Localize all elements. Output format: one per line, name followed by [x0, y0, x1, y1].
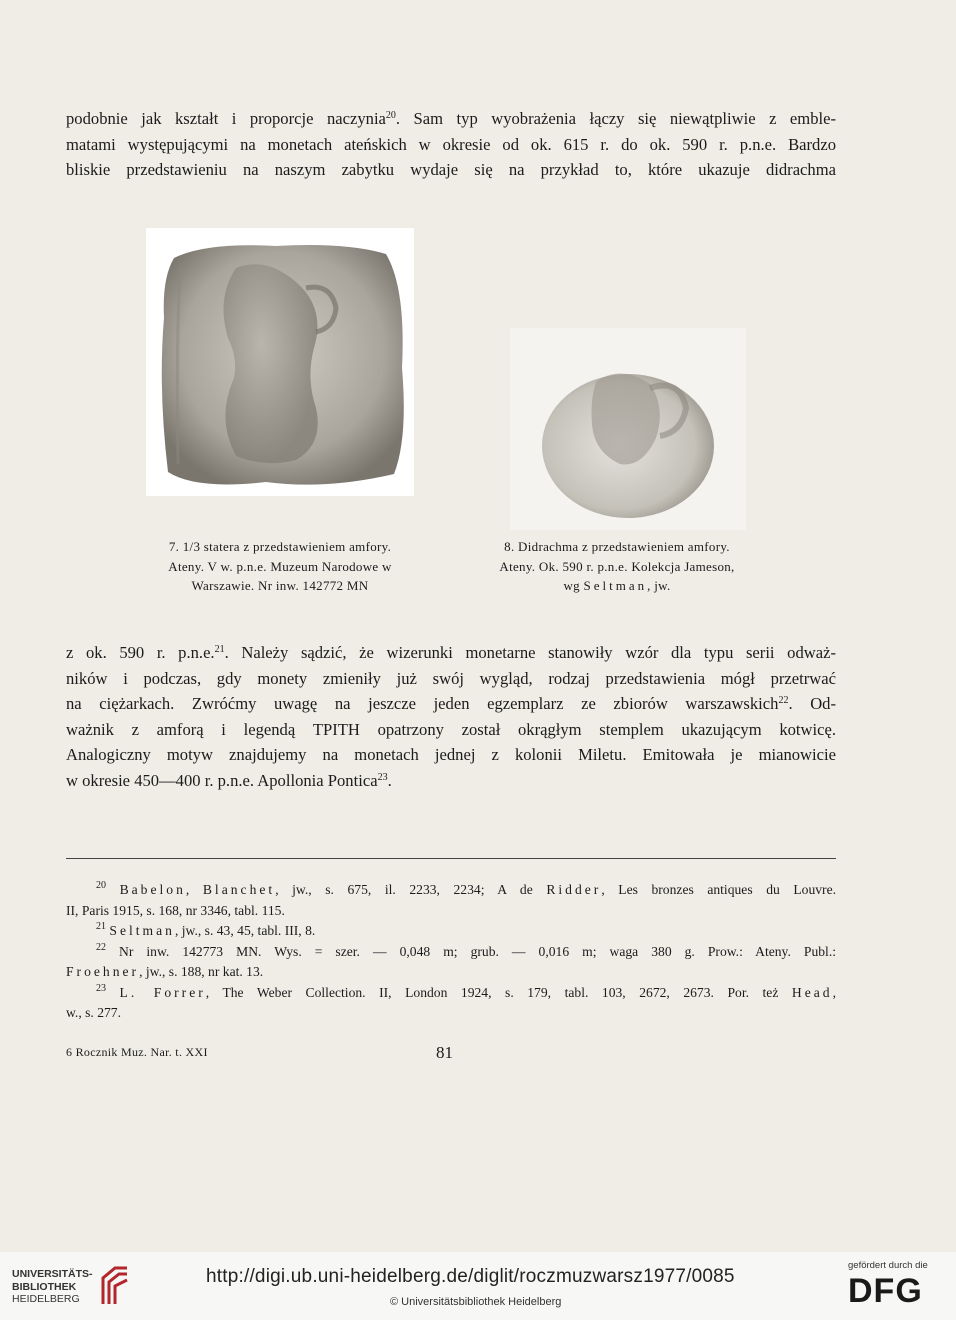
- figure-8-photo-coin: [510, 328, 746, 530]
- text-line: matami występującymi na monetach ateńskich w okresie od ok. 615 r. do ok. 590 r. p.n.e. Bardzo: [66, 134, 836, 154]
- footnote-ref-21[interactable]: 21: [214, 644, 225, 655]
- text-line: w okresie 450—400 r. p.n.e. Apollonia Pontica$^{23}$.: [66, 770, 392, 790]
- footnote-ref-23[interactable]: 23: [377, 771, 388, 783]
- text-line: bliskie przedstawieniu na naszym zabytku wydaje się na przykład to, które ukazuje didrachma: [66, 160, 836, 180]
- footnote-21: $^{21}$ Seltman, jw., s. 43, 45, tabl. III, 8.: [96, 921, 316, 938]
- text-line: podobnie jak kształt i proporcje naczynia$^{20}$. Sam typ wyobrażenia łączy się niewątpliwie z emble-: [66, 109, 836, 128]
- permalink-url[interactable]: http://digi.ub.uni-heidelberg.de/diglit/roczmuzwarsz1977/0085: [206, 1266, 735, 1287]
- footnote-22: $^{22}$ Nr inw. 142773 MN. Wys. = szer. — 0,048 m; grub. — 0,016 m; waga 380 g. Prow.: Ateny. Publ.: Froehner, jw., s. 188, nr kat. 13.: [66, 941, 836, 979]
- author-name: Seltman: [583, 578, 648, 593]
- paragraph-1: [66, 106, 836, 183]
- page-number: 81: [436, 1043, 453, 1062]
- library-logo-icon: [99, 1264, 131, 1308]
- footnote-ref-20[interactable]: 20: [385, 110, 396, 121]
- figure-7-photo-weight: [146, 228, 414, 496]
- copyright-notice: © Universitätsbibliothek Heidelberg: [390, 1296, 562, 1308]
- figure-7-caption: 7. 1/3 statera z przedstawieniem amfory. Ateny. V w. p.n.e. Muzeum Narodowe w Warszawie. Nr inw. 142772 MN: [168, 539, 392, 593]
- library-name[interactable]: UNIVERSITÄTS- BIBLIOTHEK HEIDELBERG: [12, 1268, 93, 1305]
- journal-signature: 6 Rocznik Muz. Nar. t. XXI: [66, 1045, 208, 1059]
- text-line: z ok. 590 r. p.n.e.$^{21}$. Należy sądzić, że wizerunki monetarne stanowiły wzór dla typu serii odważ-: [66, 643, 836, 662]
- paragraph-2: [66, 640, 836, 794]
- footnotes: [66, 880, 836, 1024]
- text-line: na ciężarkach. Zwróćmy uwagę na jeszcze jeden egzemplarz ze zbiorów warszawskich$^{22}$. Od-: [66, 694, 837, 714]
- svg-text:DFG: DFG: [848, 1272, 923, 1306]
- text-line: ważnik z amforą i legendą ΤΡΙΤΗ opatrzony został okrągłym stemplem ukazującym kotwicę.: [66, 719, 836, 739]
- footnote-ref-22[interactable]: 22: [778, 695, 789, 707]
- footnote-20: $^{20}$ Babelon, Blanchet, jw., s. 675, il. 2233, 2234; A de Ridder, Les bronzes antiques du Louvre. II, Paris 1915, s. 168, nr 3346, tabl. 115.: [66, 880, 837, 918]
- footnote-23: $^{23}$ L. Forrer, The Weber Collection. II, London 1924, s. 179, tabl. 103, 2672, 2673. Por. też Head, w., s. 277.: [66, 982, 837, 1020]
- text-line: Analogiczny motyw znajdujemy na monetach jednej z kolonii Miletu. Emitowała je mianowicie: [66, 745, 836, 765]
- footnote-divider: [66, 858, 836, 859]
- dfg-caption: gefördert durch die: [848, 1260, 928, 1271]
- dfg-logo[interactable]: [848, 1272, 940, 1306]
- figure-8-caption: 8. Didrachma z przedstawieniem amfory. Ateny. Ok. 590 r. p.n.e. Kolekcja Jameson, wg Seltman, jw.: [499, 539, 735, 593]
- text-line: ników i podczas, gdy monety zmieniły już swój wygląd, rodzaj przedstawienia mógł przetrwać: [66, 668, 836, 688]
- digitization-footer: [0, 1252, 956, 1320]
